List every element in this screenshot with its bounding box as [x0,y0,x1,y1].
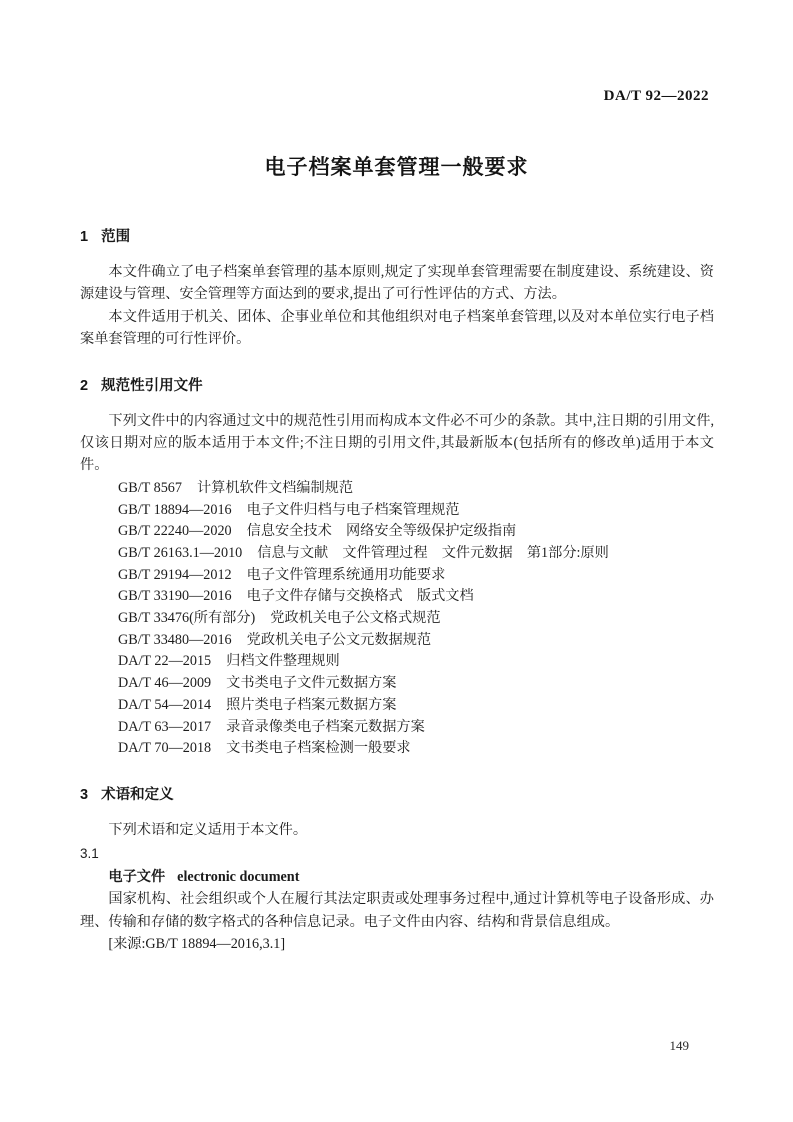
reference-item [118,543,714,565]
section-heading-label: 术语和定义 [101,786,174,803]
reference-title: 电子文件存储与交换格式 版式文档 [246,588,474,605]
reference-code: DA/T 22—2015 [118,653,212,670]
reference-title: 党政机关电子公文格式规范 [270,610,441,627]
page-content [80,226,714,955]
reference-title: 信息与文献 文件管理过程 文件元数据 第1部分:原则 [257,544,609,561]
document-title: 电子档案单套管理一般要求 [264,156,529,179]
reference-code: DA/T 63—2017 [118,718,212,735]
term-source: [来源:GB/T 18894—2016,3.1] [108,936,286,953]
reference-item [118,565,714,587]
section-terms-heading [80,784,714,806]
scope-paragraph-1: 本文件确立了电子档案单套管理的基本原则,规定了实现单套管理需要在制度建设、系统建设、资源建设与管理、安全管理等方面达到的要求,提出了可行性评估的方式、方法。 [80,264,714,303]
reference-item [118,586,714,608]
reference-item [118,478,714,500]
reference-title: 信息安全技术 网络安全等级保护定级指南 [246,523,517,540]
reference-code: DA/T 46—2009 [118,675,212,692]
reference-code: GB/T 26163.1—2010 [118,544,243,561]
reference-code: GB/T 8567 [118,479,182,496]
reference-item [118,651,714,673]
section-number: 2 [80,377,89,394]
reference-item [118,695,714,717]
reference-code: GB/T 33480—2016 [118,631,232,648]
reference-title: 电子文件归档与电子档案管理规范 [246,501,460,518]
term-definition: 国家机构、社会组织或个人在履行其法定职责或处理事务过程中,通过计算机等电子设备形成、办理、传输和存储的数字格式的各种信息记录。电子文件由内容、结构和背景信息组成。 [80,891,714,930]
reference-item [118,500,714,522]
section-number: 1 [80,229,89,245]
reference-code: GB/T 33190—2016 [118,588,232,605]
reference-title: 归档文件整理规则 [226,653,340,670]
section-scope-heading [80,226,714,248]
reference-code: GB/T 33476(所有部分) [118,610,256,627]
reference-title: 计算机软件文档编制规范 [196,479,354,496]
reference-title: 文书类电子文件元数据方案 [226,675,397,692]
term-name-zh: 电子文件 [108,868,166,885]
section-references-heading [80,375,714,397]
reference-title: 照片类电子档案元数据方案 [226,696,397,713]
term-title-line [80,866,714,888]
reference-title: 录音录像类电子档案元数据方案 [226,718,425,735]
reference-title: 党政机关电子公文元数据规范 [246,631,432,648]
term-name-en: electronic document [177,868,300,885]
references-list [80,478,714,760]
reference-item [118,630,714,652]
reference-item [118,521,714,543]
references-intro: 下列文件中的内容通过文中的规范性引用而构成本文件必不可少的条款。其中,注日期的引用文件,仅该日期对应的版本适用于本文件;不注日期的引用文件,其最新版本(包括所有的修改单)适用于本文件。 [80,412,714,474]
reference-code: GB/T 29194—2012 [118,566,232,583]
section-heading-label: 范围 [101,229,131,245]
reference-code: GB/T 18894—2016 [118,501,232,518]
section-heading-label: 规范性引用文件 [101,377,203,394]
terms-intro: 下列术语和定义适用于本文件。 [108,821,308,838]
page-number: 149 [669,1038,689,1053]
term-clause-number: 3.1 [80,846,99,862]
reference-code: GB/T 22240—2020 [118,523,232,540]
standard-code: DA/T 92—2022 [603,88,709,104]
reference-code: DA/T 54—2014 [118,696,212,713]
reference-title: 电子文件管理系统通用功能要求 [246,566,446,583]
reference-item [118,608,714,630]
reference-title: 文书类电子档案检测一般要求 [226,740,411,757]
reference-code: DA/T 70—2018 [118,740,212,757]
reference-item [118,738,714,760]
reference-item [118,673,714,695]
scope-paragraph-2: 本文件适用于机关、团体、企事业单位和其他组织对电子档案单套管理,以及对本单位实行电子档案单套管理的可行性评价。 [80,308,714,348]
reference-item [118,717,714,739]
section-number: 3 [80,786,89,803]
